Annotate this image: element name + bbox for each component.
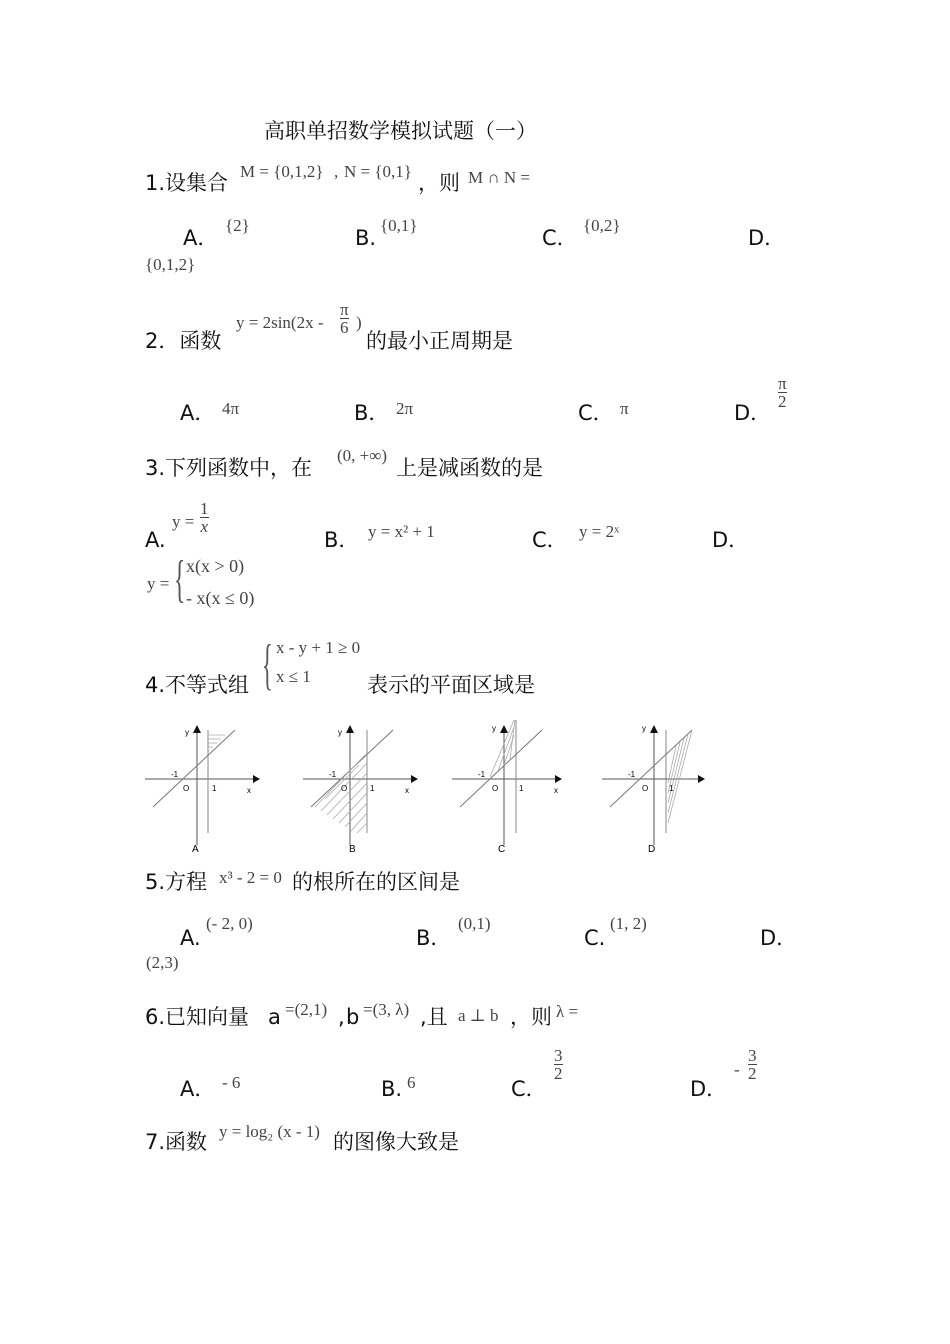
q6-option-d-fraction [748, 1047, 757, 1082]
y-arrow-icon [500, 725, 508, 733]
tick-1: 1 [212, 784, 217, 793]
q6-mid: ,且 [420, 1005, 448, 1029]
q6-lambda: λ = [556, 1002, 579, 1021]
q1-option-b: {0,1} [380, 216, 418, 235]
q3-option-a-num: 1 [200, 499, 209, 518]
graph-label-d: D [648, 844, 656, 855]
q6-separator: , [338, 1005, 345, 1029]
q3-option-a-den: x [200, 517, 209, 536]
q1-option-d-label: D． [748, 226, 786, 250]
q6-option-c-label: C． [511, 1077, 547, 1101]
q6-option-c-num: 3 [554, 1046, 563, 1065]
q4-graph-d [602, 715, 717, 860]
graph-label-b: B [349, 844, 356, 855]
origin-label: O [642, 784, 649, 793]
line-y-x-plus-1 [153, 730, 235, 807]
q2-option-b: 2π [396, 399, 414, 418]
q6-vector-a: a [268, 1005, 281, 1029]
tick-1: 1 [669, 784, 674, 793]
line-y-x-plus-1 [460, 730, 542, 807]
q6-option-d-sign: - [734, 1060, 740, 1079]
q2-frac-num: π [340, 300, 349, 319]
q2-option-d-fraction [778, 375, 787, 410]
tick-neg-1: -1 [628, 770, 636, 779]
q1-option-a-label: A． [183, 226, 219, 250]
q6-option-c-den: 2 [554, 1064, 563, 1083]
q5-option-b-label: B． [416, 926, 452, 950]
x-arrow-icon [253, 775, 260, 783]
y-axis-label: y [642, 724, 646, 733]
q6-option-b: 6 [407, 1073, 416, 1092]
q7-tail: 的图像大致是 [333, 1130, 459, 1154]
y-axis-label: y [338, 728, 342, 737]
q2-option-a: 4π [222, 399, 240, 418]
shaded-region [315, 755, 367, 833]
q1-option-a: {2} [225, 216, 250, 235]
q6-option-b-label: B. [381, 1077, 403, 1101]
q2-option-a-label: A． [180, 401, 216, 425]
q2-option-d-den: 2 [778, 392, 787, 411]
q1-option-c-label: C． [542, 226, 578, 250]
x-arrow-icon [411, 775, 418, 783]
y-arrow-icon [193, 725, 201, 733]
x-axis-label: x [405, 786, 409, 795]
q6-vector-a-value: =(2,1) [285, 1000, 328, 1019]
q4-graph-a [145, 715, 260, 860]
x-arrow-icon [555, 775, 562, 783]
q2-expr-right: ) [356, 313, 362, 332]
q1-option-c: {0,2} [583, 216, 621, 235]
q2-fraction [340, 301, 349, 336]
q1-question-expr: M ∩ N = [468, 168, 531, 187]
q4-graph-c [452, 715, 567, 860]
y-axis-label: y [492, 724, 496, 733]
origin-label: O [492, 784, 499, 793]
q5-option-d: (2,3) [146, 953, 179, 972]
shaded-region [208, 735, 225, 751]
tick-neg-1: -1 [171, 770, 179, 779]
q4-case-1: x - y + 1 ≥ 0 [276, 638, 361, 657]
q1-stem: 1.设集合 [145, 171, 229, 195]
y-arrow-icon [346, 725, 354, 733]
q1-set-m: M = {0,1,2} [240, 162, 324, 181]
graph-label-c: C [498, 844, 506, 855]
q6-option-d-label: D． [690, 1077, 728, 1101]
q5-equation: x³ - 2 = 0 [219, 868, 282, 887]
q6-option-a: - 6 [222, 1073, 241, 1092]
left-brace-icon: { [262, 634, 273, 696]
q3-stem: 3.下列函数中，在 [145, 456, 313, 480]
q2-option-d-label: D． [734, 401, 772, 425]
q3-option-d-case-2: - x(x ≤ 0) [186, 588, 255, 608]
q2-option-c: π [620, 399, 629, 418]
q4-tail: 表示的平面区域是 [367, 673, 535, 697]
q2-tail: 的最小正周期是 [366, 329, 513, 353]
q5-option-d-label: D． [760, 926, 798, 950]
origin-label: O [183, 784, 190, 793]
q1-option-d: {0,1,2} [145, 255, 196, 274]
q7-stem: 7.函数 [145, 1130, 208, 1154]
q4-stem: 4.不等式组 [145, 673, 250, 697]
q5-stem: 5.方程 [145, 870, 208, 894]
q4-case-2: x ≤ 1 [276, 667, 311, 686]
q6-vector-b-value: =(3, λ) [363, 1000, 410, 1019]
q2-option-b-label: B． [354, 401, 390, 425]
q1-option-b-label: B. [355, 226, 377, 250]
page-title: 高职单招数学模拟试题（一） [264, 119, 537, 143]
q6-option-d-den: 2 [748, 1064, 757, 1083]
q2-option-d-num: π [778, 374, 787, 393]
q6-option-d-num: 3 [748, 1046, 757, 1065]
left-brace-icon: { [174, 551, 186, 608]
q6-stem: 6.已知向量 [145, 1005, 250, 1029]
q3-tail: 上是减函数的是 [396, 456, 543, 480]
q5-option-c: (1, 2) [610, 914, 647, 933]
q5-tail: 的根所在的区间是 [292, 870, 460, 894]
q3-option-d-label: D． [712, 528, 750, 552]
q5-option-a: (- 2, 0) [206, 914, 253, 933]
x-axis-label: x [247, 786, 251, 795]
q5-option-c-label: C. [584, 926, 606, 950]
q6-option-c-fraction [554, 1047, 563, 1082]
tick-1: 1 [370, 784, 375, 793]
line-y-x-plus-1 [610, 730, 692, 807]
q5-option-a-label: A. [180, 926, 201, 950]
q2-frac-den: 6 [340, 318, 349, 337]
q4-graph-b [303, 715, 418, 860]
q2-expr-left: y = 2sin(2x - [236, 313, 324, 332]
y-arrow-icon [650, 725, 658, 733]
tick-neg-1: -1 [329, 770, 337, 779]
q1-mid: ，则 [418, 171, 460, 195]
q6-option-a-label: A． [180, 1077, 216, 1101]
shaded-region [668, 730, 692, 823]
x-axis-label: x [554, 786, 558, 795]
q3-option-c: y = 2ˣ [579, 522, 620, 541]
q3-option-d-case-1: x(x > 0) [186, 556, 245, 576]
q3-option-a-label: A. [145, 528, 166, 552]
q5-option-b: (0,1) [458, 914, 491, 933]
q6-mid-2: ，则 [510, 1005, 552, 1029]
q3-option-b: y = x² + 1 [368, 522, 435, 541]
graph-label-a: A [192, 844, 199, 855]
q2-stem: 2．函数 [145, 329, 222, 353]
q3-interval: (0, +∞) [337, 446, 388, 465]
q2-option-c-label: C． [578, 401, 614, 425]
y-axis-label: y [185, 728, 189, 737]
tick-neg-1: -1 [478, 770, 486, 779]
x-arrow-icon [698, 775, 705, 783]
q3-option-a-fraction [200, 500, 209, 535]
q3-option-d-left: y = [147, 574, 170, 593]
q3-option-c-label: C． [532, 528, 568, 552]
q7-function: y = log₂ (x - 1) [219, 1122, 320, 1141]
tick-1: 1 [519, 784, 524, 793]
q1-set-n: N = {0,1} [344, 162, 412, 181]
origin-label: O [341, 784, 348, 793]
q6-perpendicular: a ⊥ b [458, 1006, 499, 1025]
q3-option-b-label: B． [324, 528, 360, 552]
q3-option-a-left: y = [172, 512, 195, 531]
q1-comma: , [334, 162, 339, 181]
q6-vector-b: b [346, 1005, 360, 1029]
